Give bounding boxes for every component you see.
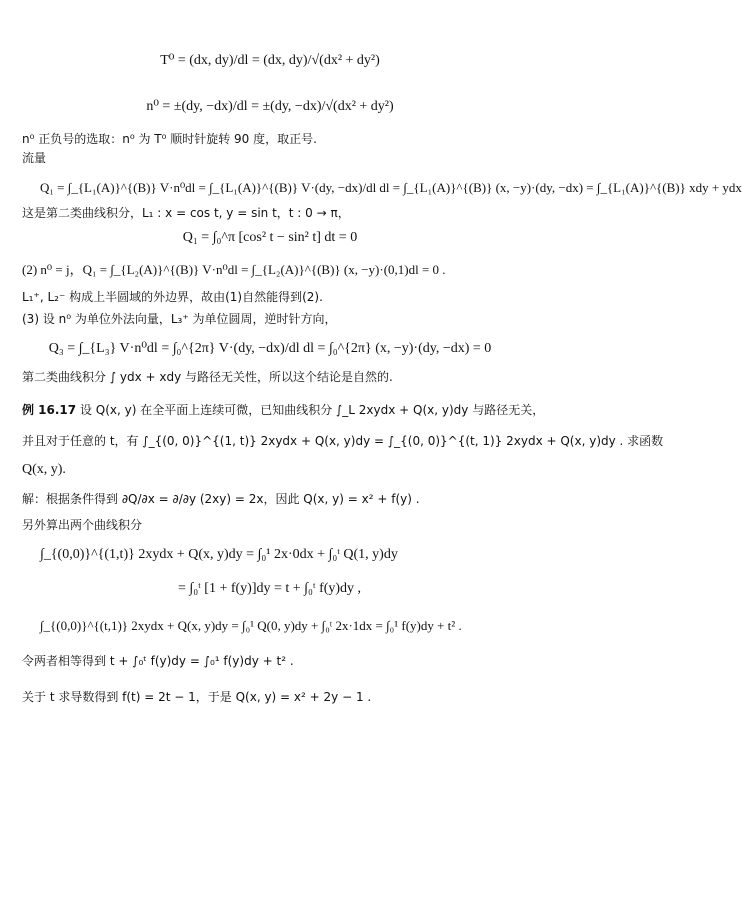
example-text: 设 Q(x, y) 在全平面上连续可微，已知曲线积分 ∫_L 2xydx + Q(x, y)dy 与路径无关，	[76, 403, 545, 417]
text-sign-selection: n⁰ 正负号的选取：n⁰ 为 T⁰ 顺时针旋转 90 度，取正号.	[22, 132, 317, 146]
equation-integral-2: ∫_{(0,0)}^{(t,1)} 2xydx + Q(x, y)dy = ∫₀¹ Q(0, y)dy + ∫₀ᵗ 2x·1dx = ∫₀¹ f(y)dy + t² .	[40, 618, 462, 633]
text-part-2: (2) n⁰ = j，Q₁ = ∫_{L₂(A)}^{(B)} V·n⁰dl = ∫_{L₂(A)}^{(B)} (x, −y)·(0,1)dl = 0 .	[22, 262, 446, 277]
solution-differentiate: 关于 t 求导数得到 f(t) = 2t − 1，于是 Q(x, y) = x² + 2y − 1 .	[22, 690, 372, 704]
equation-integral-1-line-2: = ∫₀ᵗ [1 + f(y)]dy = t + ∫₀ᵗ f(y)dy ,	[178, 581, 362, 596]
equation-flux-q1: Q₁ = ∫_{L₁(A)}^{(B)} V·n⁰dl = ∫_{L₁(A)}^{(B)} V·(dy, −dx)/dl dl = ∫_{L₁(A)}^{(B)} (x, −y)·(dy, −dx) = ∫_{L₁(A)}^{(B)} xdy + ydx	[40, 180, 742, 195]
equation-q1-evaluated: Q₁ = ∫₀^π [cos² t − sin² t] dt = 0	[182, 230, 358, 245]
example-label: 例 16.17	[22, 403, 77, 417]
solution-first-step: 解：根据条件得到 ∂Q/∂x = ∂/∂y (2xy) = 2x，因此 Q(x, y) = x² + f(y) .	[22, 492, 420, 506]
text-boundary-note: L₁⁺, L₂⁻ 构成上半圆域的外边界，故由(1)自然能得到(2).	[22, 290, 323, 304]
solution-equate: 令两者相等得到 t + ∫₀ᵗ f(y)dy = ∫₀¹ f(y)dy + t² .	[22, 654, 294, 668]
text-curve-param-l1: 这是第二类曲线积分，L₁ : x = cos t, y = sin t，t : 0 → π，	[22, 206, 350, 220]
equation-integral-1-line-1: ∫_{(0,0)}^{(1,t)} 2xydx + Q(x, y)dy = ∫₀¹ 2x·0dx + ∫₀ᵗ Q(1, y)dy	[40, 547, 398, 562]
solution-two-integrals-heading: 另外算出两个曲线积分	[22, 518, 143, 532]
equation-normal-unit-vector: n⁰ = ±(dy, −dx)/dl = ±(dy, −dx)/√(dx² + dy²)	[146, 99, 394, 114]
example-target-function: Q(x, y).	[22, 462, 66, 477]
example-condition: 并且对于任意的 t，有 ∫_{(0, 0)}^{(1, t)} 2xydx + Q(x, y)dy = ∫_{(0, 0)}^{(t, 1)} 2xydx + Q(x, y)dy . 求函数	[22, 434, 664, 448]
equation-flux-q3: Q₃ = ∫_{L₃} V·n⁰dl = ∫₀^{2π} V·(dy, −dx)/dl dl = ∫₀^{2π} (x, −y)·(dy, −dx) = 0	[48, 341, 492, 356]
text-path-independence: 第二类曲线积分 ∫ ydx + xdy 与路径无关性，所以这个结论是自然的.	[22, 370, 393, 384]
text-flux-heading: 流量	[22, 151, 47, 165]
example-16-17-statement	[22, 402, 544, 419]
text-part-3: (3) 设 n⁰ 为单位外法向量，L₃⁺ 为单位圆周，逆时针方向，	[22, 312, 337, 326]
equation-tangent-unit-vector: T⁰ = (dx, dy)/dl = (dx, dy)/√(dx² + dy²)	[160, 53, 380, 68]
